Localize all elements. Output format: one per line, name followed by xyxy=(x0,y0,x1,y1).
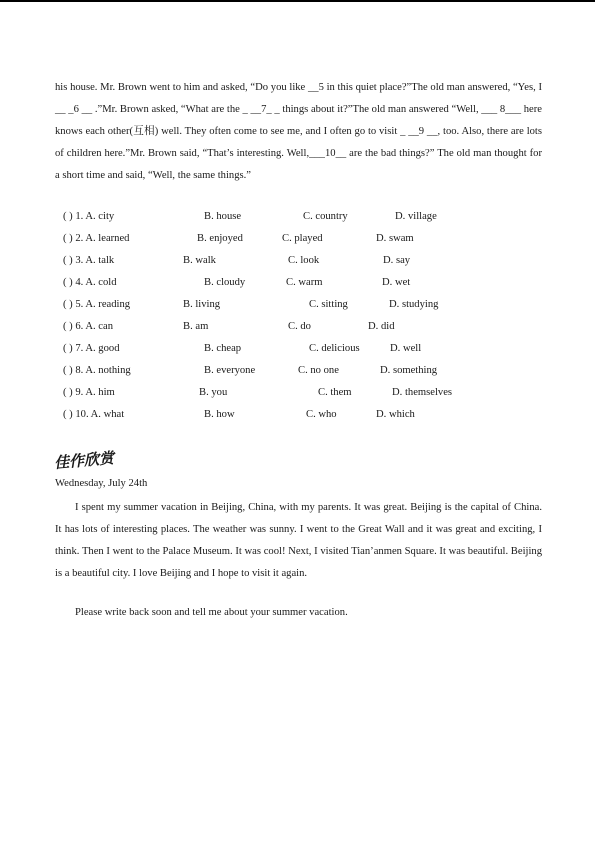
question-option-d: D. themselves xyxy=(392,387,453,398)
question-option-d: D. which xyxy=(376,409,415,420)
question-option-c: C. no one xyxy=(298,365,339,376)
question-option-d: D. something xyxy=(380,365,438,376)
question-option-a: ( ) 3. A. talk xyxy=(63,255,115,266)
question-option-a: ( ) 6. A. can xyxy=(63,321,114,332)
question-option-d: D. village xyxy=(395,211,437,222)
question-option-c: C. sitting xyxy=(309,299,348,310)
essay-closing: Please write back soon and tell me about your summer vacation. xyxy=(75,607,348,618)
question-option-b: B. walk xyxy=(183,255,216,266)
question-option-d: D. swam xyxy=(376,233,414,244)
question-option-a: ( ) 8. A. nothing xyxy=(63,365,131,376)
question-row xyxy=(63,321,543,341)
question-option-d: D. did xyxy=(368,321,395,332)
question-row xyxy=(63,365,543,385)
essay-body: I spent my summer vacation in Beijing, China, with my parents. It was great. Beijing is the capital of China. It has lots of interesting places. The weather was sunny. I went to the Great Wall and it was great and exciting, I think. Then I went to the Palace Museum. It was cool! Next, I visited Tian’anmen Square. It was beautiful. Beijing is a beautiful city. I love Beijing and I hope to visit it again. xyxy=(55,502,542,579)
question-option-b: B. living xyxy=(183,299,221,310)
question-row xyxy=(63,299,543,319)
question-option-b: B. how xyxy=(204,409,235,420)
question-row xyxy=(63,255,543,275)
question-option-a: ( ) 10. A. what xyxy=(63,409,125,420)
question-option-a: ( ) 5. A. reading xyxy=(63,299,131,310)
page-top-rule xyxy=(0,0,595,2)
question-option-c: C. them xyxy=(318,387,352,398)
question-option-a: ( ) 1. A. city xyxy=(63,211,115,222)
question-row xyxy=(63,233,543,253)
question-option-c: C. do xyxy=(288,321,311,332)
question-option-d: D. say xyxy=(383,255,411,266)
question-option-a: ( ) 7. A. good xyxy=(63,343,120,354)
question-row xyxy=(63,343,543,363)
question-row xyxy=(63,277,543,297)
question-option-c: C. delicious xyxy=(309,343,360,354)
question-option-a: ( ) 4. A. cold xyxy=(63,277,117,288)
question-option-b: B. house xyxy=(204,211,242,222)
question-option-b: B. you xyxy=(199,387,228,398)
question-option-c: C. played xyxy=(282,233,323,244)
question-option-c: C. warm xyxy=(286,277,323,288)
question-row xyxy=(63,211,543,231)
question-option-c: C. country xyxy=(303,211,348,222)
question-option-b: B. enjoyed xyxy=(197,233,243,244)
question-option-b: B. everyone xyxy=(204,365,256,376)
question-option-c: C. look xyxy=(288,255,320,266)
cloze-passage: his house. Mr. Brown went to him and asked, “Do you like __5 in this quiet place?”The old man answered, “Yes, I __ _6 __ .”Mr. Brown asked, “What are the _ __7_ _ things about it?”The old man answered “Well, ___ 8___ here knows each other(互相) well. They often come to see me, and I often go to visit _ __9 __, too. Also, there are lots of children here.”Mr. Brown said, “That’s interesting. Well,___10__ are the bad things?” The old man thought for a short time and said, “Well, the same things.” xyxy=(55,82,542,181)
essay-date: Wednesday, July 24th xyxy=(55,478,148,489)
question-option-d: D. well xyxy=(390,343,422,354)
question-row xyxy=(63,409,543,429)
question-option-d: D. studying xyxy=(389,299,439,310)
section-heading: 佳作欣赏 xyxy=(53,448,115,473)
question-option-b: B. cloudy xyxy=(204,277,246,288)
question-option-a: ( ) 2. A. learned xyxy=(63,233,130,244)
question-option-b: B. cheap xyxy=(204,343,242,354)
question-row xyxy=(63,387,543,407)
question-option-d: D. wet xyxy=(382,277,411,288)
question-option-b: B. am xyxy=(183,321,209,332)
question-option-c: C. who xyxy=(306,409,337,420)
question-option-a: ( ) 9. A. him xyxy=(63,387,115,398)
